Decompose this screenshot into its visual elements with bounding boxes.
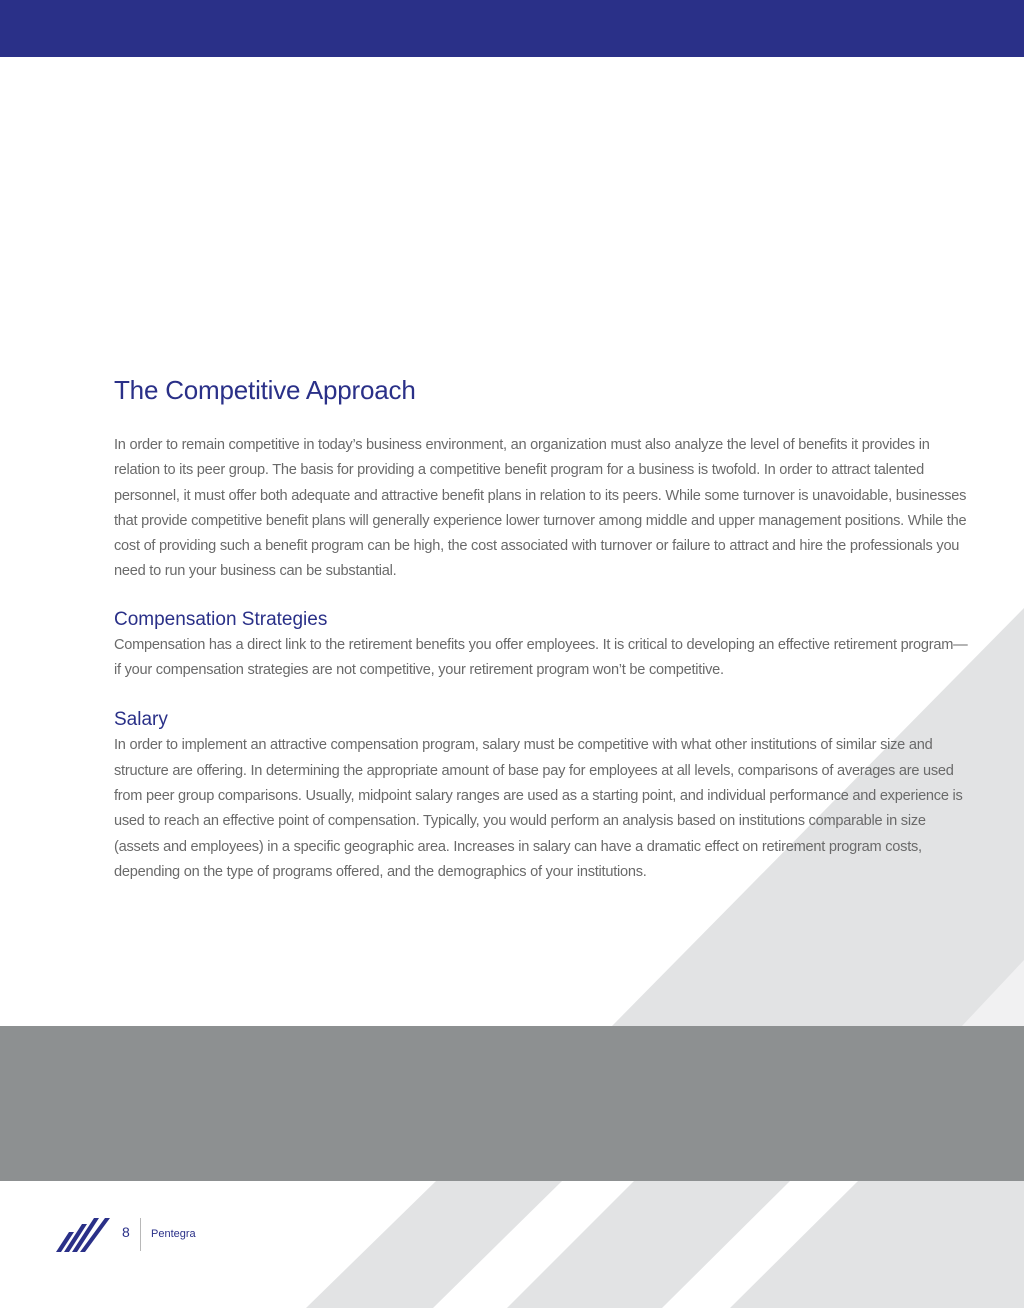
page-footer [0, 1200, 1024, 1280]
page-number: 8 [122, 1224, 130, 1240]
footer-gray-band [0, 1026, 1024, 1181]
salary-heading: Salary [114, 709, 168, 731]
intro-paragraph: In order to remain competitive in today’s business environment, an organization must also analyze the level of benefits it provides in relation to its peer group. The basis for providing a competitive benefit program for a business is twofold. In order to attract talented personnel, it must offer both adequate and attractive benefit plans in relation to its peers. While some turnover is unavoidable, businesses that provide competitive benefit plans will generally experience lower turnover among middle and upper management positions. While the cost of providing such a benefit program can be high, the cost associated with turnover or failure to attract and hire the professionals you need to run your business can be substantial. [114, 437, 967, 580]
salary-paragraph: In order to implement an attractive compensation program, salary must be competitive with what other institutions of similar size and structure are offering. In determining the appropriate amount of base pay for employees at all levels, comparisons of averages are used from peer group comparisons. Usually, midpoint salary ranges are used as a starting point, and individual performance and experience is used to reach an effective point of compensation. Typically, you would perform an analysis based on institutions comparable in size (assets and employees) in a specific geographic area. Increases in salary can have a dramatic effect on retirement program costs, depending on the type of programs offered, and the demographics of your institutions. [114, 737, 963, 880]
compensation-strategies-paragraph: Compensation has a direct link to the retirement benefits you offer employees. It is critical to developing an effective retirement program—if your compensation strategies are not competitive, your retirement program won’t be competitive. [114, 636, 968, 679]
compensation-strategies-heading: Compensation Strategies [114, 608, 328, 630]
main-content [114, 370, 974, 885]
brand-name: Pentegra [151, 1228, 196, 1240]
pentegra-stripes-icon [56, 1218, 110, 1252]
page-title: The Competitive Approach [114, 375, 416, 405]
footer-divider [140, 1218, 141, 1251]
